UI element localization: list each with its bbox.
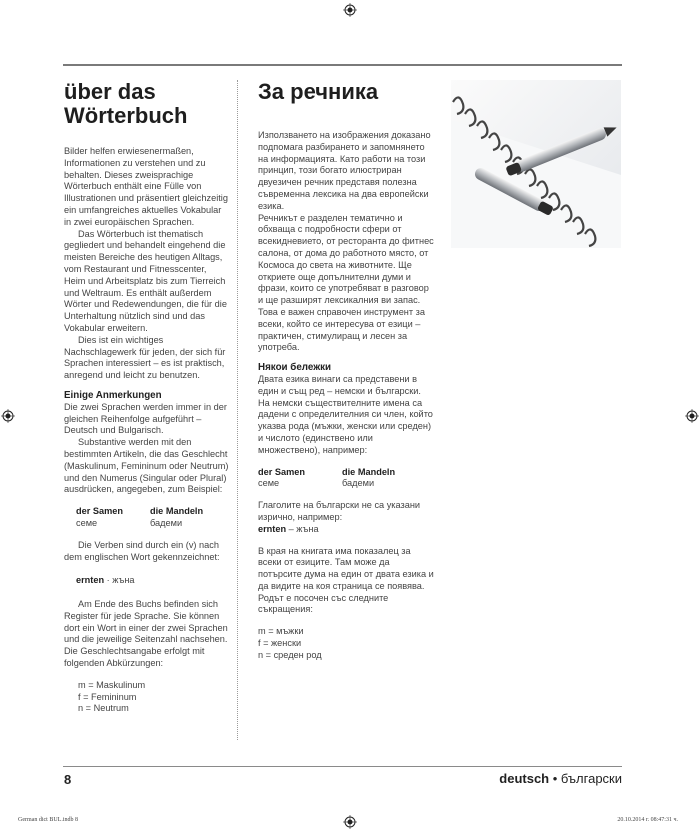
- bg-intro-p2: Речникът е разделен тематично и обхваща с подробности сфери от всекидневието, от ресторанта до фитнес салона, от дома до работното място, от Космоса до света на животните. Ще откриете още допълнителни думи и фрази, които се употребяват в разговор и ще разширят лексикалния ви запас.: [258, 212, 434, 306]
- registration-mark-icon: [343, 815, 357, 829]
- bg-abbr-m: m = мъжки: [258, 626, 304, 637]
- bottom-rule: [63, 766, 622, 767]
- de-notes-heading: Einige Anmerkungen: [64, 389, 162, 401]
- page-number: 8: [64, 772, 72, 787]
- german-column: [64, 80, 230, 715]
- de-example-1: der Samen семе: [76, 506, 123, 528]
- pen-notebook-illustration-icon: [451, 80, 621, 248]
- print-slug-right: 20.10.2014 г. 08:47:31 ч.: [617, 817, 678, 823]
- de-abbreviations: m = Maskulinum f = Femininum n = Neutrum: [78, 679, 146, 714]
- column-divider: [237, 80, 238, 740]
- bg-notes-p2: На немски съществителните имена са дадени с определителния си член, който указва рода (мъжки, женски или среден) и числото (единствено или множествено), например:: [258, 397, 433, 455]
- de-intro-p2: Das Wörterbuch ist thematisch gegliedert und behandelt eingehend die meisten Bereiche des heutigen Alltags, vom Restaurant und Fitnesscenter, Heim und Arbeitsplatz bis zum Tierreich und Weltraum. Es enthält außerdem Wörter und Redewendungen, die für die Unterhaltung nützlich sind und das Vokabular erweitern.: [64, 228, 227, 333]
- de-notes-p1: Die zwei Sprachen werden immer in der gleichen Reihenfolge aufgeführt – Deutsch und Bulgarisch.: [64, 401, 227, 436]
- bg-intro-p3: Това е важен справочен инструмент за всеки, който се интересува от езици – практичен, стимулиращ и лесен за употреба.: [258, 306, 425, 353]
- german-body: [64, 146, 230, 715]
- bulgarian-body: [258, 130, 434, 662]
- de-verbs-p: Die Verben sind durch ein (v) nach dem englischen Wort gekennzeichnet:: [64, 539, 220, 562]
- de-gender-p: Die Geschlechtsangabe erfolgt mit folgenden Abkürzungen:: [64, 646, 205, 669]
- bg-verbs-p: Глаголите на български не са указани изрично, например:: [258, 500, 421, 522]
- de-intro-p3: Dies ist ein wichtiges Nachschlagewerk für jeden, der sich für Sprachen interessiert – es ist praktisch, anregend und leicht zu benutzen.: [64, 334, 226, 381]
- footer-language-pair: deutsch • български: [499, 771, 622, 786]
- bg-notes-heading: Някои бележки: [258, 362, 332, 374]
- de-noun-examples: [76, 506, 230, 530]
- print-slug-left: German dict BUL.indb 8: [18, 817, 78, 823]
- bg-verb-example: ernten – жъна: [258, 523, 319, 534]
- bg-abbr-f: f = женски: [258, 638, 302, 649]
- registration-mark-icon: [1, 409, 15, 423]
- bg-example-2: die Mandeln бадеми: [342, 466, 396, 489]
- de-index-p: Am Ende des Buchs befinden sich Register für jede Sprache. Sie können dort ein Wort in einer der zwei Sprachen und die jeweilige Seitenzahl nachsehen.: [64, 599, 228, 645]
- bg-abbr-n: n = среден род: [258, 649, 322, 660]
- bulgarian-title: За речника: [258, 79, 379, 104]
- pen-on-spiral-notebook-photo: [451, 80, 621, 248]
- german-title: über das Wörterbuch: [64, 79, 188, 128]
- bg-noun-examples: [258, 467, 434, 491]
- top-rule: [63, 64, 622, 66]
- de-notes-p2: Substantive werden mit den bestimmten Artikeln, die das Geschlecht (Maskulinum, Femininum oder Neutrum) und den Numerus (Singular oder Plural) ausdrücken, angegeben, zum Beispiel:: [64, 437, 229, 495]
- bg-notes-p1: Двата езика винаги са представени в един и същ ред – немски и български.: [258, 373, 421, 396]
- de-verb-example: ernten · жъна: [76, 575, 135, 586]
- bg-example-1: der Samen семе: [258, 466, 305, 489]
- bg-index-p: В края на книгата има показалец за всеки от езиците. Там може да потърсите дума на един от двата езика и да видите на коя страница се появява. Родът е посочен със следните съкращения:: [258, 545, 434, 615]
- de-intro-p1: Bilder helfen erwiesenermaßen, Informationen zu verstehen und zu behalten. Dieses zweisprachige Wörterbuch enthält eine Fülle von Illustrationen und präsentiert gleichzeitig ein umfangreiches aktuelles Vokabular in zwei europäischen Sprachen.: [64, 146, 228, 227]
- de-example-2: die Mandeln бадеми: [150, 506, 204, 528]
- bulgarian-column: [258, 80, 434, 662]
- registration-mark-icon: [685, 409, 699, 423]
- registration-mark-icon: [343, 3, 357, 17]
- bg-intro-p1: Използването на изображения доказано подпомага разбирането и запомнянето на информацията. Като работи на този принцип, този богато илюстриран двуезичен речник представя полезна съвременна лексика на два европейски езика.: [258, 130, 431, 211]
